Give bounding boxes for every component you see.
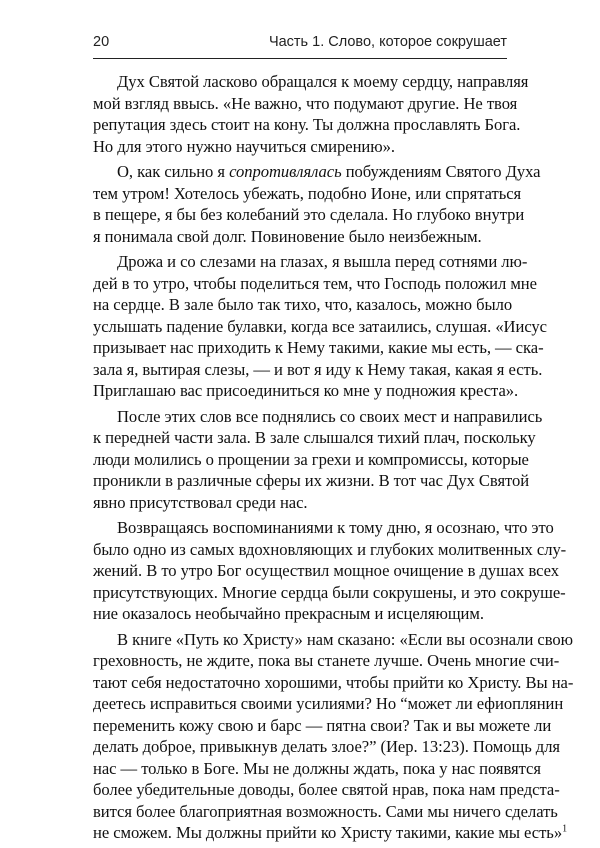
text-line: призывает нас приходить к Нему такими, какие мы есть, — ска- — [93, 338, 544, 357]
text-run: побуждениям Святого Духа — [341, 162, 541, 181]
text-line: Но для этого нужно научиться смирению». — [93, 136, 395, 156]
text-run: не сможем. Мы должны прийти ко Христу такими, какие мы есть» — [93, 823, 563, 842]
text-line: деетесь исправиться своими усилиями? Но “может ли ефиоплянин — [93, 694, 564, 713]
body-text — [93, 71, 574, 848]
text-line: я понимала свой долг. Повиновение было неизбежным. — [93, 226, 482, 246]
text-line: Возвращаясь воспоминаниями к тому дню, я осознаю, что это — [117, 518, 554, 537]
text-line: явно присутствовал среди нас. — [93, 492, 308, 512]
text-line: Дрожа и со слезами на глазах, я вышла перед сотнями лю- — [117, 252, 528, 271]
text-line: репутация здесь стоит на кону. Ты должна прославлять Бога. — [93, 115, 521, 134]
text-line: к передней части зала. В зале слышался тихий плач, поскольку — [93, 428, 536, 447]
text-line: дей в то утро, чтобы поделиться тем, что Господь положил мне — [93, 273, 537, 293]
text-line: вится более благоприятная возможность. Сами мы ничего сделать — [93, 801, 558, 821]
paragraph — [93, 251, 547, 402]
text-line: переменить кожу свою и барс — пятна свои? Так и вы можете ли — [93, 715, 552, 735]
page-number: 20 — [93, 34, 110, 50]
paragraph — [93, 406, 543, 514]
text-line: более убедительные доводы, более святой нрав, пока нам предста- — [93, 780, 560, 799]
paragraph — [93, 517, 567, 625]
text-line: проникли в различные сферы их жизни. В тот час Дух Святой — [93, 471, 530, 490]
text-line: В книге «Путь ко Христу» нам сказано: «Если вы осознали свою — [117, 629, 574, 649]
text-line: мой взгляд ввысь. «Не важно, что подумают другие. Не твоя — [93, 93, 518, 113]
paragraph — [93, 71, 529, 157]
text-line: Дух Святой ласково обращался к моему сердцу, направляя — [117, 72, 529, 91]
paragraph — [93, 629, 574, 844]
footnote-reference[interactable]: 1 — [562, 823, 568, 835]
text-line: делать доброе, привыкнув делать злое?” (Иер. 13:23). Помощь для — [93, 737, 561, 756]
text-line: нас — только в Боге. Мы не должны ждать, пока у нас появятся — [93, 758, 541, 778]
text-line: было одно из самых вдохновляющих и глубоких молитвенных слу- — [93, 539, 567, 559]
text-line: присутствующих. Многие сердца были сокрушены, и это сокруше- — [93, 582, 566, 602]
text-line: ние оказалось необычайно прекрасным и исцеляющим. — [93, 604, 484, 623]
emphasis-text: сопротивлялась — [229, 162, 342, 181]
text-line: на сердце. В зале было так тихо, что, казалось, можно было — [93, 295, 513, 314]
text-run: О, как сильно я — [117, 162, 230, 181]
text-line: услышать падение булавки, когда все затаились, слушая. «Иисус — [93, 316, 547, 336]
text-line: После этих слов все поднялись со своих мест и направились — [117, 406, 543, 426]
chapter-title: Часть 1. Слово, которое сокрушает — [268, 34, 507, 50]
header-divider — [93, 58, 507, 59]
text-line: тают себя недостаточно хорошими, чтобы прийти ко Христу. Вы на- — [93, 672, 574, 692]
text-line: Приглашаю вас присоединиться ко мне у подножия креста». — [93, 381, 519, 400]
text-line — [93, 822, 568, 844]
text-line: тем утром! Хотелось убежать, подобно Ионе, или спрятаться — [93, 183, 522, 203]
text-line: зала я, вытирая слезы, — и вот я иду к Нему такая, какая я есть. — [93, 359, 543, 379]
text-line: люди молились о прощении за грехи и компромиссы, которые — [93, 449, 529, 469]
paragraph — [93, 161, 541, 247]
text-line: греховность, не ждите, пока вы станете лучше. Очень многие счи- — [93, 651, 560, 670]
text-line — [93, 161, 541, 183]
running-header — [93, 34, 507, 50]
text-line: в пещере, я бы без колебаний это сделала. Но глубоко внутри — [93, 205, 525, 224]
text-line: жений. В то утро Бог осуществил мощное очищение в душах всех — [93, 561, 560, 580]
